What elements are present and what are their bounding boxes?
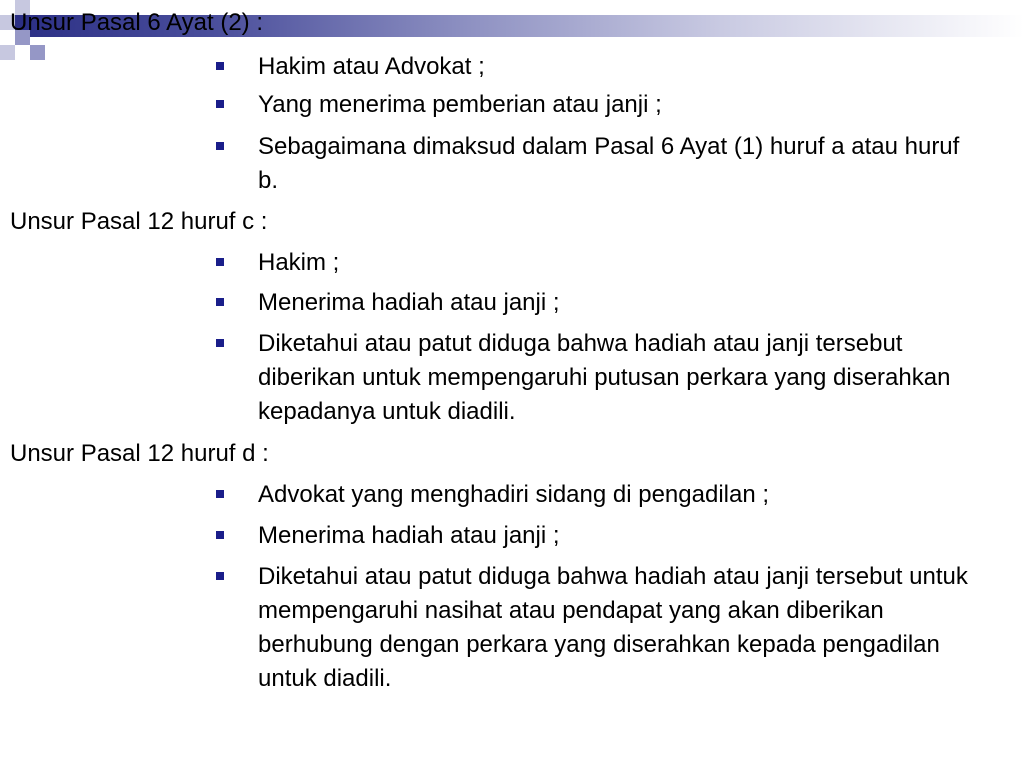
list-item-text: Diketahui atau patut diduga bahwa hadiah atau janji tersebut diberikan untuk mempengaruhi putusan perkara yang diserahkan kepadanya untuk diadili. — [258, 330, 951, 425]
square-bullet-icon — [216, 258, 224, 266]
decor-square — [30, 45, 45, 60]
list-item-text: Hakim atau Advokat ; — [258, 53, 485, 80]
square-bullet-icon — [216, 100, 224, 108]
square-bullet-icon — [216, 490, 224, 498]
list-item-text: Diketahui atau patut diduga bahwa hadiah atau janji tersebut untuk mempengaruhi nasihat atau pendapat yang akan diberikan berhubung dengan perkara yang diserahkan kepada pengadilan untuk diadili. — [258, 563, 968, 692]
list-item-text: Advokat yang menghadiri sidang di pengadilan ; — [258, 481, 770, 508]
list-item-text: Sebagaimana dimaksud dalam Pasal 6 Ayat (1) huruf a atau huruf b. — [258, 133, 960, 194]
list-item-text: Menerima hadiah atau janji ; — [258, 522, 560, 549]
list-item-text: Yang menerima pemberian atau janji ; — [258, 91, 662, 118]
square-bullet-icon — [216, 572, 224, 580]
square-bullet-icon — [216, 62, 224, 70]
list-item-text: Hakim ; — [258, 249, 340, 276]
list-item-text: Menerima hadiah atau janji ; — [258, 289, 560, 316]
square-bullet-icon — [216, 142, 224, 150]
decor-square — [0, 45, 15, 60]
square-bullet-icon — [216, 339, 224, 347]
section-heading: Unsur Pasal 12 huruf c : — [10, 208, 268, 235]
square-bullet-icon — [216, 531, 224, 539]
section-heading: Unsur Pasal 6 Ayat (2) : — [10, 9, 264, 36]
square-bullet-icon — [216, 298, 224, 306]
section-heading: Unsur Pasal 12 huruf d : — [10, 440, 269, 467]
